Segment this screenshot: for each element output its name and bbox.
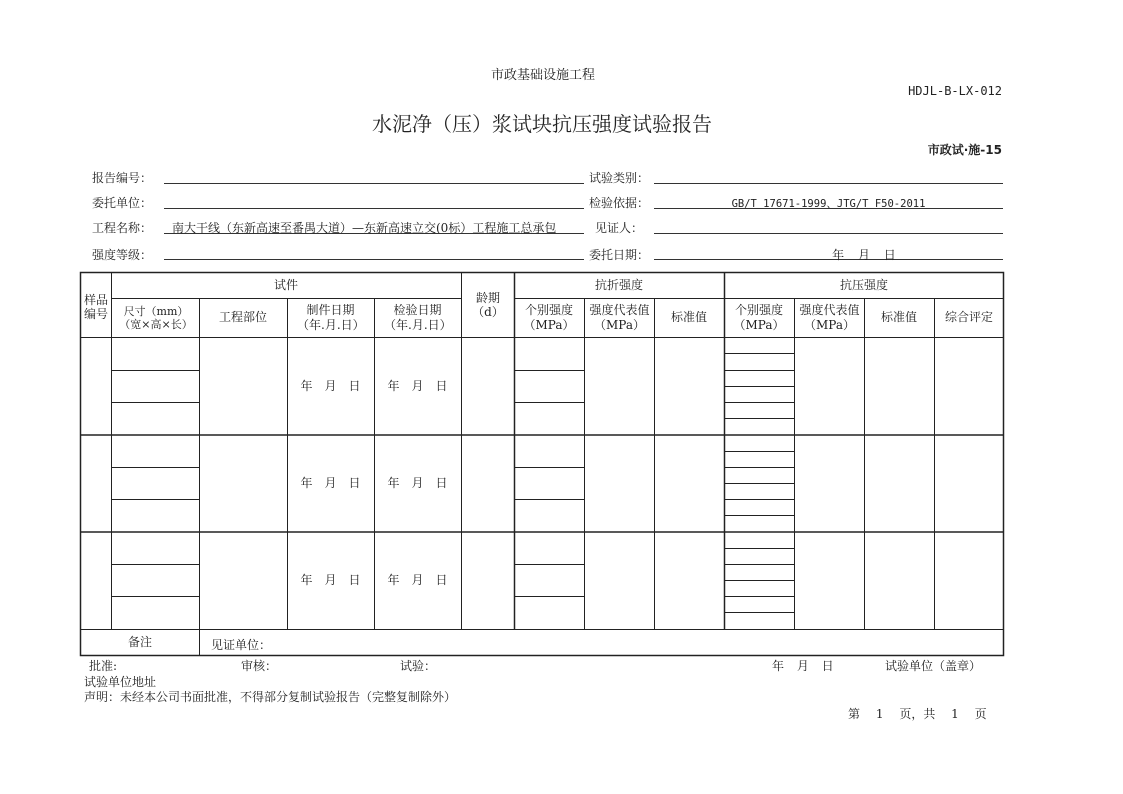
test-date-2: 年 月 日 — [387, 476, 448, 491]
commission-date-label: 委托日期： — [589, 248, 650, 262]
review-label: 审核： — [241, 659, 278, 673]
make-date-2: 年 月 日 — [300, 476, 361, 491]
col-compressive: 抗压强度 — [839, 278, 888, 293]
col-evaluation: 综合评定 — [944, 310, 993, 325]
report-no-label: 报告编号： — [92, 171, 153, 185]
project-value: 南大干线（东新高速至番禺大道）—东新高速立交(0标）工程施工总承包 — [172, 221, 557, 235]
col-flex-individual: 个别强度（MPa） — [523, 303, 575, 332]
witness-label: 见证人： — [595, 221, 644, 235]
col-sample-no: 样品编号 — [83, 292, 108, 321]
page-total: 1 — [951, 707, 959, 721]
col-age: 龄期（d） — [472, 290, 504, 319]
project-label: 工程名称： — [92, 221, 153, 235]
basis-value: GB/T 17671-1999、JTG/T F50-2011 — [731, 198, 926, 210]
col-comp-representative: 强度代表值（MPa） — [799, 303, 860, 332]
test-label: 试验： — [400, 659, 437, 673]
approve-label: 批准: — [89, 659, 118, 673]
test-category-label: 试验类别： — [589, 171, 650, 185]
commission-date-value: 年 月 日 — [832, 248, 896, 262]
witness-unit-label: 见证单位： — [211, 638, 272, 652]
page-indicator: 第 1 页，共 1 页 — [848, 707, 987, 721]
client-label: 委托单位： — [92, 196, 153, 210]
col-test-date: 检验日期（年.月.日） — [384, 303, 452, 332]
sign-date: 年 月 日 — [772, 659, 834, 673]
col-flex-representative: 强度代表值（MPa） — [589, 303, 650, 332]
org-title: 市政基础设施工程 — [490, 68, 595, 83]
form-code: HDJL-B-LX-012 — [908, 84, 1002, 98]
col-flex-standard: 标准值 — [670, 310, 707, 325]
col-make-date: 制件日期（年.月.日） — [297, 303, 365, 332]
test-date-3: 年 月 日 — [387, 573, 448, 588]
remark-label: 备注 — [127, 635, 152, 650]
grade-label: 强度等级： — [92, 248, 153, 262]
test-date-1: 年 月 日 — [387, 378, 448, 393]
basis-label: 检验依据： — [589, 196, 650, 210]
page-number: 1 — [875, 707, 884, 721]
make-date-1: 年 月 日 — [300, 378, 361, 393]
col-comp-standard: 标准值 — [880, 310, 917, 325]
statement: 声明：未经本公司书面批准，不得部分复制试验报告（完整复制除外） — [84, 690, 457, 704]
col-specimen: 试件 — [273, 278, 298, 293]
col-comp-individual: 个别强度（MPa） — [733, 303, 785, 332]
page-title: 水泥净（压）浆试块抗压强度试验报告 — [372, 112, 712, 136]
col-flexural: 抗折强度 — [594, 278, 643, 293]
unit-seal: 试验单位（盖章） — [885, 659, 982, 673]
sub-code: 市政试·施-15 — [927, 143, 1002, 157]
unit-address: 试验单位地址 — [84, 675, 157, 689]
col-part: 工程部位 — [218, 310, 267, 325]
col-size: 尺寸（mm）（宽×高×长） — [119, 304, 193, 331]
make-date-3: 年 月 日 — [300, 573, 361, 588]
